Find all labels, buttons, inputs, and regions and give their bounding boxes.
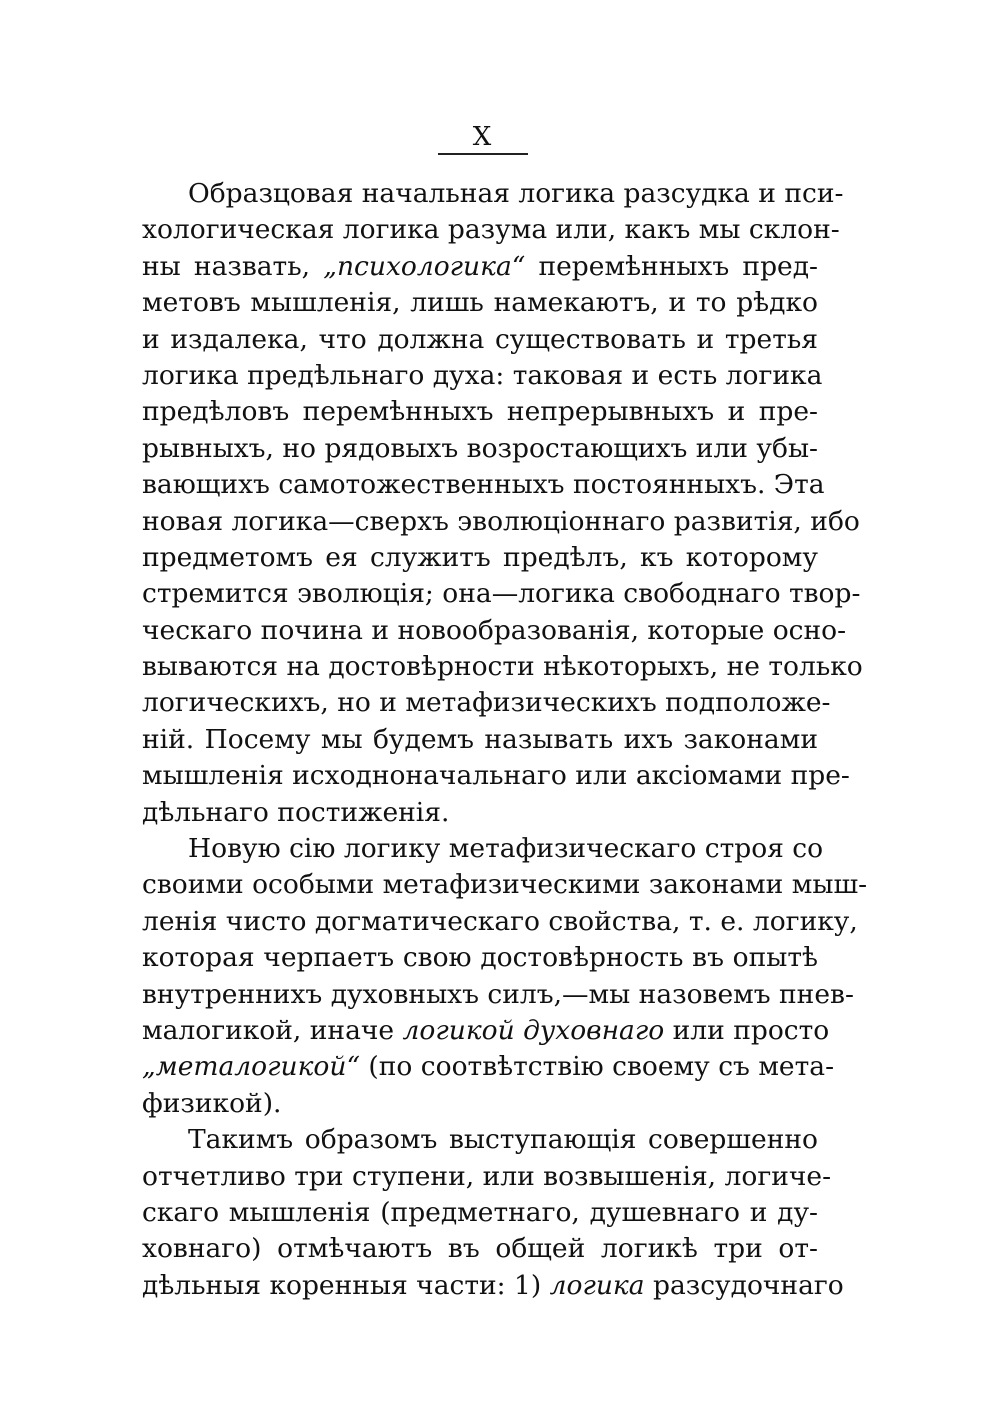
text-line: и издалека, что должна существовать и третья bbox=[142, 323, 818, 355]
text-segment: дѣльныя коренныя части: 1) bbox=[142, 1269, 550, 1301]
header-rule bbox=[438, 153, 528, 155]
page-number: X bbox=[472, 122, 493, 152]
text-segment: малогикой, иначе bbox=[142, 1014, 403, 1046]
text-line: рывныхъ, но рядовыхъ возростающихъ или убы- bbox=[142, 432, 818, 464]
text-line: ческаго почина и новообразованія, которые осно- bbox=[142, 614, 847, 646]
text-line: ній. Посему мы будемъ называть ихъ законами bbox=[142, 723, 818, 755]
text-line bbox=[142, 1049, 835, 1085]
text-line bbox=[142, 249, 818, 285]
text-line: дѣльнаго постиженія. bbox=[142, 796, 450, 828]
text-line bbox=[142, 1013, 830, 1049]
text-line: логическихъ, но и метафизическихъ подположе- bbox=[142, 687, 831, 719]
paragraph bbox=[142, 831, 868, 1122]
text-line: ленія чисто догматическаго свойства, т. е. логику, bbox=[142, 905, 858, 937]
text-line: Образцовая начальная логика разсудка и пси- bbox=[188, 178, 844, 209]
text-line: хологическая логика разума или, какъ мы склон- bbox=[142, 214, 840, 246]
text-line: скаго мышленія (предметнаго, душевнаго и ду- bbox=[142, 1196, 818, 1228]
text-line: новая логика—сверхъ эволюціоннаго развитія, ибо bbox=[142, 505, 860, 537]
italic-term: „металогикой“ bbox=[142, 1051, 360, 1083]
text-line: предѣловъ перемѣнныхъ непрерывныхъ и пре- bbox=[142, 396, 818, 428]
text-line: физикой). bbox=[142, 1087, 282, 1119]
italic-term: логика bbox=[549, 1269, 645, 1301]
text-segment: перемѣнныхъ пред- bbox=[525, 250, 819, 282]
text-line: стремится эволюція; она—логика свободнаго твор- bbox=[142, 578, 861, 610]
paragraph bbox=[142, 1122, 844, 1304]
text-line: отчетливо три ступени, или возвышенія, логиче- bbox=[142, 1160, 832, 1192]
body-text bbox=[142, 176, 868, 1304]
text-line: своими особыми метафизическими законами мыш- bbox=[142, 869, 868, 901]
text-segment: ны назвать, bbox=[142, 250, 324, 282]
text-line: метовъ мышленія, лишь намекаютъ, и то рѣдко bbox=[142, 287, 818, 319]
text-line bbox=[142, 1268, 844, 1304]
text-line: предметомъ ея служитъ предѣлъ, къ которому bbox=[142, 541, 818, 573]
text-segment: разсудочнаго bbox=[644, 1269, 844, 1301]
text-line: которая черпаетъ свою достовѣрность въ опытѣ bbox=[142, 942, 818, 974]
paragraph bbox=[142, 176, 863, 831]
text-line: Новую сію логику метафизическаго строя со bbox=[188, 833, 824, 865]
text-line: логика предѣльнаго духа: таковая и есть логика bbox=[142, 359, 823, 391]
italic-term: „психологика“ bbox=[323, 250, 526, 282]
text-line: вающихъ самотожественныхъ постоянныхъ. Эта bbox=[142, 469, 825, 501]
italic-term: логикой духовнаго bbox=[402, 1014, 665, 1046]
text-line: ховнаго) отмѣчаютъ въ общей логикѣ три от- bbox=[142, 1233, 818, 1265]
text-segment: (по соотвѣтствію своему съ мета- bbox=[360, 1051, 835, 1083]
text-line: вываются на достовѣрности нѣкоторыхъ, не только bbox=[142, 651, 863, 683]
text-line: мышленія исходноначальнаго или аксіомами пре- bbox=[142, 760, 850, 792]
text-segment: или просто bbox=[664, 1014, 830, 1046]
text-line: внутреннихъ духовныхъ силъ,—мы назовемъ пнев- bbox=[142, 978, 854, 1010]
text-line: Такимъ образомъ выступающія совершенно bbox=[188, 1124, 818, 1156]
